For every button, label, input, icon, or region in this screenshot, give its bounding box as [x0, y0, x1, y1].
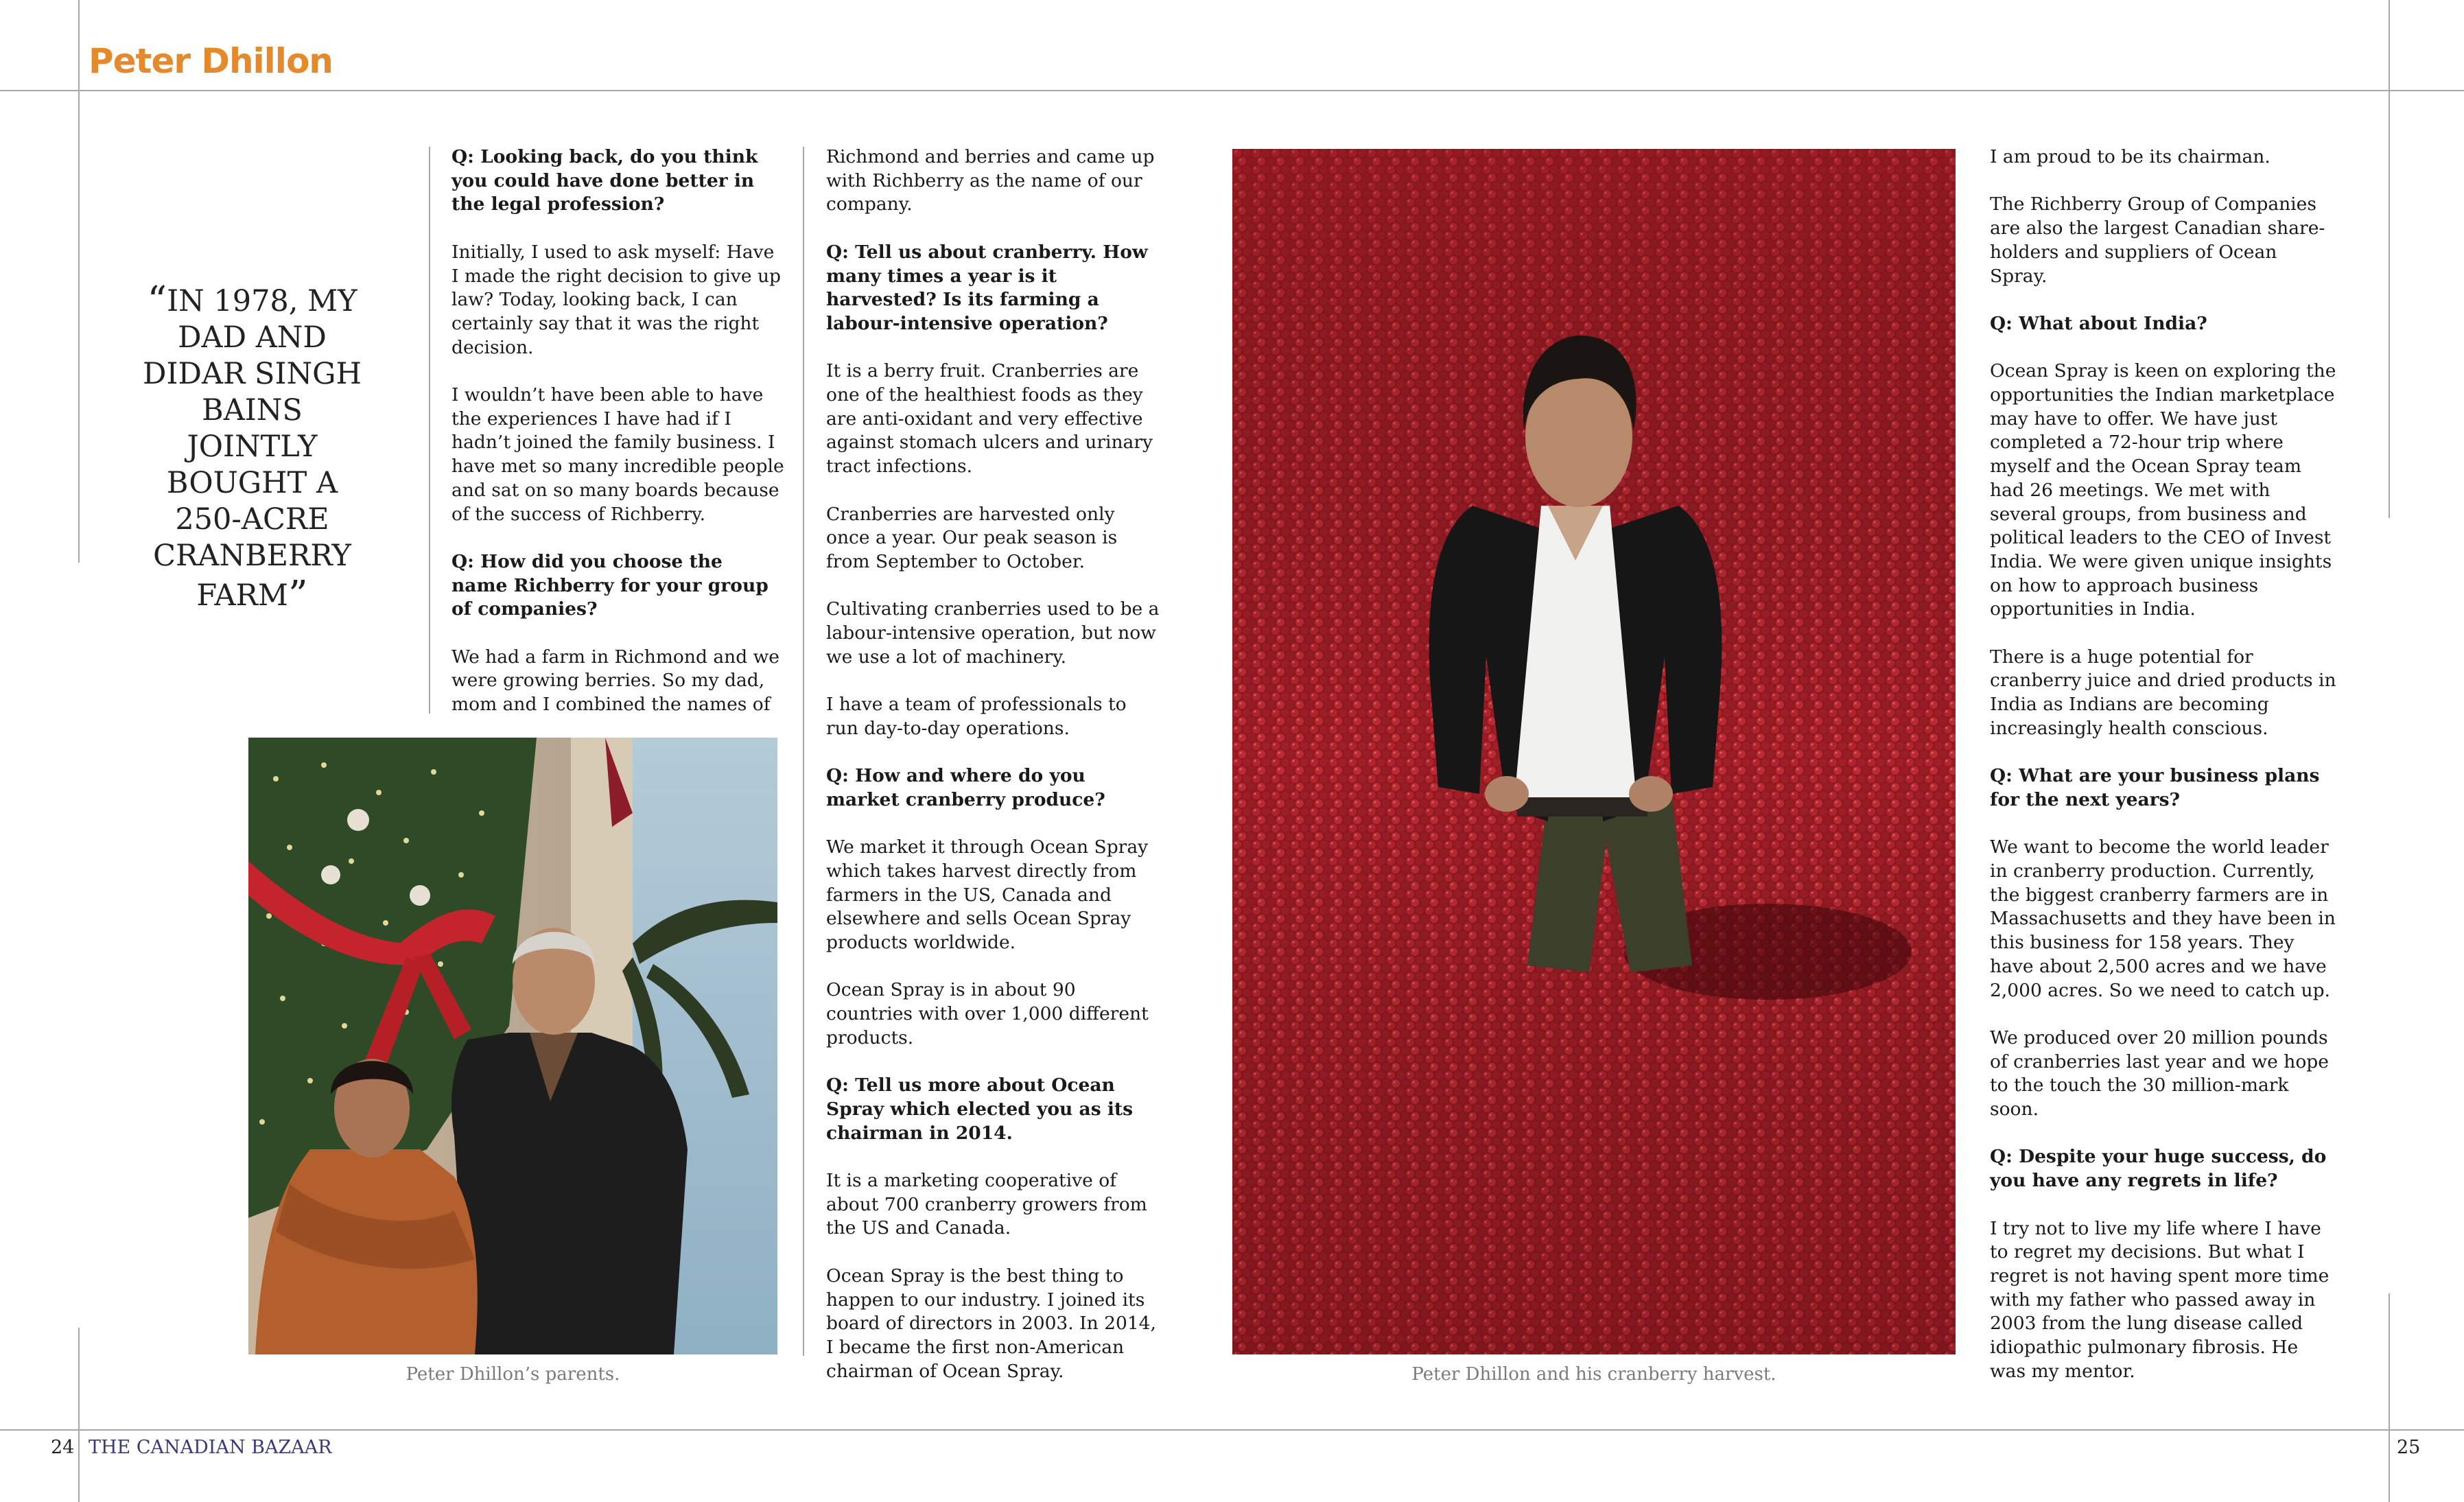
left-margin-line-top: [78, 0, 80, 563]
answer-paragraph: There is a huge potential for cranberry juice and dried products in India as Indians are becoming increasingly health conscious.: [1990, 646, 2336, 739]
question-paragraph: Q: Looking back, do you think you could have done better in the legal profession?: [451, 146, 758, 215]
answer-paragraph: I wouldn’t have been able to have the experiences I have had if I hadn’t joined the family business. I have met so many incredible people and sat on so many boards because of the success of Richberry.: [451, 384, 784, 525]
parents-photo-caption: Peter Dhillon’s parents.: [406, 1364, 620, 1385]
answer-paragraph: We want to become the world leader in cranberry production. Currently, the biggest cranberry farmers are in Massachusetts and they have been in this business for 158 years. They have about 2,500 acres and we have 2,000 acres. So we need to catch up.: [1990, 836, 2336, 1001]
answer-paragraph: It is a berry fruit. Cranberries are one of the healthiest foods as they are anti-oxidant and very effective against stomach ulcers and urinary tract infections.: [826, 360, 1153, 478]
answer-paragraph: I am proud to be its chairman.: [1990, 146, 2271, 167]
answer-paragraph: We had a farm in Richmond and we were growing berries. So my dad, mom and I combined the names of: [451, 646, 779, 716]
cranberry-harvest-photo: [1232, 149, 1956, 1354]
question-paragraph: Q: Tell us about cranberry. How many times a year is it harvested? Is its farming a labour-intensive operation?: [826, 241, 1148, 334]
answer-paragraph: Ocean Spray is the best thing to happen to our industry. I joined its board of directors in 2003. In 2014, I became the first non-American chairman of Ocean Spray.: [826, 1265, 1156, 1382]
answer-paragraph: Initially, I used to ask myself: Have I made the right decision to give up law? Today, looking back, I can certainly say that it was the right decision.: [451, 241, 782, 358]
answer-paragraph: We market it through Ocean Spray which takes harvest directly from farmers in the US, Canada and elsewhere and sells Ocean Spray products worldwide.: [826, 836, 1149, 954]
question-paragraph: Q: How and where do you market cranberry produce?: [826, 765, 1105, 810]
answer-paragraph: Ocean Spray is keen on exploring the opportunities the Indian marketplace may have to offer. We have just completed a 72-hour trip where myself and the Ocean Spray team had 26 meetings. We met with several groups, from business and political leaders to the CEO of Invest India. We were given unique insights on how to approach business opportunities in India.: [1990, 360, 2336, 620]
right-margin-line-top: [2389, 0, 2390, 518]
right-page-number: 25: [2397, 1437, 2421, 1458]
text-column-2: [826, 145, 1162, 1383]
answer-paragraph: I try not to live my life where I have to regret my decisions. But what I regret is not having spent more time with my father who passed away in 2003 from the lung disease called idiopathic pulmonary fibrosis. He was my mentor.: [1990, 1217, 2330, 1382]
pull-quote-text: IN 1978, MY DAD AND DIDAR SINGH BAINS JOINTLY BOUGHT A 250-ACRE CRANBERRY FARM: [143, 284, 362, 613]
magazine-name: THE CANADIAN BAZAAR: [89, 1437, 332, 1458]
answer-paragraph: Richmond and berries and came up with Richberry as the name of our company.: [826, 146, 1155, 215]
answer-paragraph: It is a marketing cooperative of about 700 cranberry growers from the US and Canada.: [826, 1170, 1147, 1239]
column-divider-2: [803, 147, 804, 1356]
top-rule: [0, 90, 2464, 91]
answer-paragraph: Cultivating cranberries used to be a labour-intensive operation, but now we use a lot of machinery.: [826, 598, 1160, 668]
answer-paragraph: Ocean Spray is in about 90 countries with over 1,000 different products.: [826, 979, 1149, 1048]
left-page-number: 24: [51, 1437, 75, 1458]
text-column-1: [451, 145, 784, 717]
column-divider-1: [429, 147, 430, 714]
page-title: Peter Dhillon: [89, 41, 333, 81]
left-margin-line-bottom: [78, 1328, 80, 1502]
right-margin-line-bottom: [2389, 1293, 2390, 1502]
question-paragraph: Q: Tell us more about Ocean Spray which elected you as its chairman in 2014.: [826, 1075, 1134, 1144]
answer-paragraph: We produced over 20 million pounds of cranberries last year and we hope to the touch the 30 million-mark soon.: [1990, 1026, 2329, 1120]
open-quote-mark: “: [147, 279, 167, 323]
question-paragraph: Q: How did you choose the name Richberry for your group of companies?: [451, 550, 768, 620]
pull-quote: [134, 279, 371, 618]
question-paragraph: Q: What are your business plans for the next years?: [1990, 765, 2320, 810]
question-paragraph: Q: What about India?: [1990, 312, 2207, 334]
footer-rule: [0, 1429, 2464, 1431]
answer-paragraph: I have a team of professionals to run day-to-day operations.: [826, 694, 1127, 739]
harvest-photo-caption: Peter Dhillon and his cranberry harvest.: [1411, 1364, 1776, 1385]
answer-paragraph: The Richberry Group of Companies are also the largest Canadian shareholders and suppliers of Ocean Spray.: [1990, 193, 2325, 287]
close-quote-mark: ”: [288, 573, 308, 618]
question-paragraph: Q: Despite your huge success, do you have any regrets in life?: [1990, 1146, 2327, 1192]
answer-paragraph: Cranberries are harvested only once a year. Our peak season is from September to October.: [826, 503, 1118, 572]
text-column-3: [1990, 145, 2336, 1383]
parents-photo: [248, 738, 777, 1354]
